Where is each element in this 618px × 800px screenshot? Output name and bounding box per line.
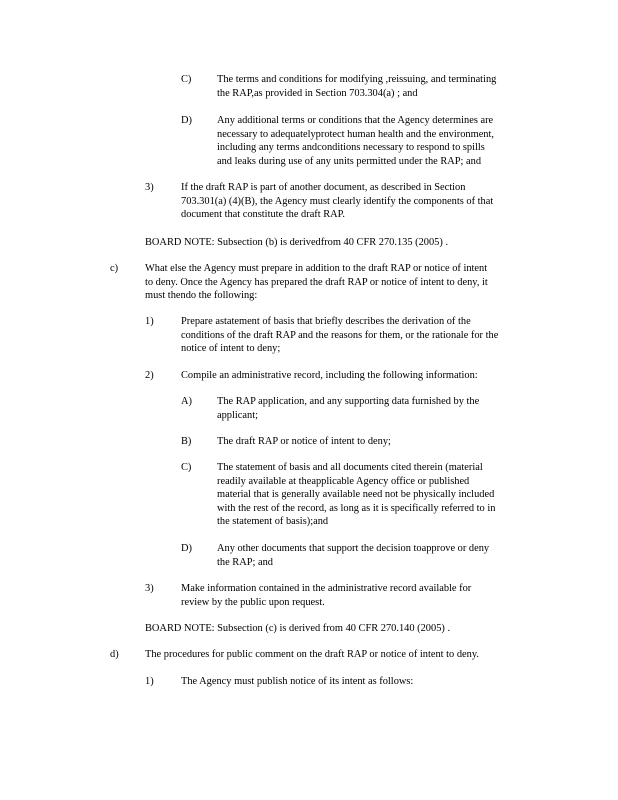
item-text-c-2: Compile an administrative record, including the following information:: [181, 370, 478, 381]
subsection-text-c: What else the Agency must prepare in addition to the draft RAP or notice of intent to deny. Once the Agency has prepared the draft RAP or notice of intent to deny, it must thendo the following:: [145, 263, 488, 302]
item-text-c-upper: The terms and conditions for modifying ,reissuing, and terminating the RAP,as provided in Section 703.304(a) ; and: [217, 74, 497, 99]
item-label-3: 3): [145, 182, 154, 193]
item-text-3: If the draft RAP is part of another document, as described in Section 703.301(a) (4)(B), the Agency must clearly identify the components of that document that constitute the draft RAP.: [181, 182, 494, 221]
item-label-d-upper: D): [181, 115, 192, 126]
item-text-c-2-a: The RAP application, and any supporting data furnished by the applicant;: [217, 396, 480, 421]
board-note-c: BOARD NOTE: Subsection (c) is derived from 40 CFR 270.140 (2005) .: [145, 623, 451, 634]
item-text-d-upper: Any additional terms or conditions that the Agency determines are necessary to adequatelyprotect human health and the environment, including any terms andconditions necessary to respond to spills and leaks during use of any units permitted under the RAP; and: [217, 115, 494, 167]
item-text-c-2-d: Any other documents that support the decision toapprove or deny the RAP; and: [217, 543, 490, 568]
item-text-c-2-b: The draft RAP or notice of intent to deny;: [217, 436, 391, 447]
item-label-c-2-d: D): [181, 543, 192, 554]
item-text-c-1: Prepare astatement of basis that briefly describes the derivation of the conditions of the draft RAP and the reasons for them, or the rationale for the notice of intent to deny;: [181, 316, 499, 355]
item-text-c-3: Make information contained in the administrative record available for review by the public upon request.: [181, 583, 472, 608]
item-text-d-1: The Agency must publish notice of its intent as follows:: [181, 676, 414, 687]
item-label-c-3: 3): [145, 583, 154, 594]
item-label-c-2-c: C): [181, 462, 192, 473]
item-label-d-1: 1): [145, 676, 154, 687]
item-label-c-2-b: B): [181, 436, 192, 447]
board-note-b: BOARD NOTE: Subsection (b) is derivedfrom 40 CFR 270.135 (2005) .: [145, 237, 449, 248]
item-text-c-2-c: The statement of basis and all documents cited therein (material readily available at theapplicable Agency office or published material that is generally available need not be physically included with the rest of the record, as long as it is specifically referred to in the statement of basis);and: [217, 462, 496, 528]
subsection-label-c: c): [110, 263, 119, 274]
item-label-c-2: 2): [145, 370, 154, 381]
item-label-c-1: 1): [145, 316, 154, 327]
subsection-text-d: The procedures for public comment on the draft RAP or notice of intent to deny.: [145, 649, 479, 660]
subsection-label-d: d): [110, 649, 119, 660]
item-label-c-upper: C): [181, 74, 192, 85]
item-label-c-2-a: A): [181, 396, 192, 407]
